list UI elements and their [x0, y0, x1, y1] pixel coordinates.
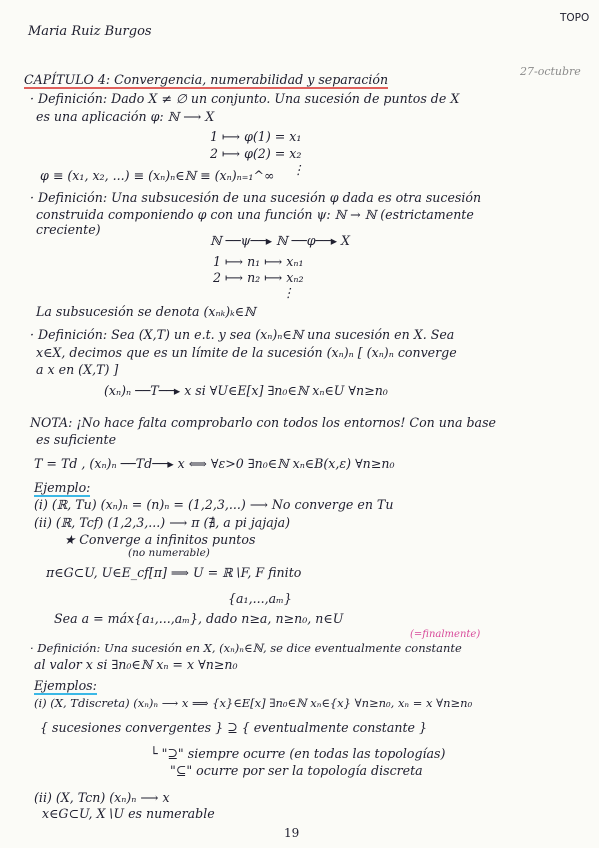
- example-ii: (ii) (ℝ, Tcf) (1,2,3,...) ⟶ π (∄, a pi jajaja): [34, 515, 291, 530]
- composition-dots: ⋮: [282, 285, 295, 300]
- examples-i: (i) (X, Tdiscreta) (xₙ)ₙ ⟶ x ⟹ {x}∈E[x] ∃n₀∈ℕ xₙ∈{x} ∀n≥n₀, xₙ = x ∀n≥n₀: [34, 696, 473, 710]
- side-note: (=finalmente): [410, 629, 481, 640]
- sequence-notation: φ ≡ (x₁, x₂, ...) ≡ (xₙ)ₙ∈ℕ ≡ (xₙ)ₙ₌₁^∞: [40, 168, 275, 183]
- author-name: Maria Ruiz Burgos: [28, 24, 152, 39]
- definition-eventually-constant-cont: al valor x si ∃n₀∈ℕ xₙ = x ∀n≥n₀: [34, 657, 238, 672]
- definition-sequence: · Definición: Dado X ≠ ∅ un conjunto. Una sucesión de puntos de X: [30, 91, 460, 106]
- definition-sequence-cont: es una aplicación φ: ℕ ⟶ X: [36, 109, 215, 124]
- chapter-title: CAPÍTULO 4: Convergencia, numerabilidad y separación: [24, 72, 389, 87]
- finite-set: {a₁,...,aₘ}: [228, 591, 292, 606]
- max-argument: Sea a = máx{a₁,...,aₘ}, dado n≥a, n≥n₀, n∈U: [54, 611, 344, 626]
- limit-condition: (xₙ)ₙ ──T──▸ x si ∀U∈E[x] ∃n₀∈ℕ xₙ∈U ∀n≥n₀: [104, 383, 388, 398]
- map-line-2: 2 ⟼ φ(2) = x₂: [210, 146, 302, 161]
- subject-tag: TOPO: [560, 12, 590, 24]
- composition-line-2: 2 ⟼ n₂ ⟼ xₙ₂: [213, 270, 304, 285]
- definition-eventually-constant: · Definición: Una sucesión en X, (xₙ)ₙ∈ℕ, se dice eventualmente constante: [30, 641, 462, 655]
- definition-limit: · Definición: Sea (X,T) un e.t. y sea (xₙ)ₙ∈ℕ una sucesión en X. Sea: [30, 327, 455, 342]
- definition-limit-cont: x∈X, decimos que es un límite de la sucesión (xₙ)ₙ [ (xₙ)ₙ converge: [36, 345, 457, 360]
- subsequence-notation: La subsucesión se denota (xₙₖ)ₖ∈ℕ: [36, 304, 256, 319]
- date-note: 27-octubre: [520, 65, 581, 78]
- not-countable: (no numerable): [128, 547, 210, 559]
- definition-limit-cont2: a x en (X,T) ]: [36, 362, 119, 377]
- definition-subsequence-cont: construida componiendo φ con una función ψ: ℕ → ℕ (estrictamente: [36, 207, 474, 222]
- examples-heading: Ejemplos:: [34, 678, 97, 693]
- map-line-1: 1 ⟼ φ(1) = x₁: [210, 129, 302, 144]
- metric-convergence: T = Td , (xₙ)ₙ ──Td──▸ x ⟺ ∀ε>0 ∃n₀∈ℕ xₙ∈B(x,ε) ∀n≥n₀: [34, 456, 395, 471]
- definition-subsequence: · Definición: Una subsucesión de una sucesión φ dada es otra sucesión: [30, 190, 482, 205]
- countable-complement: x∈G⊂U, X∖U es numerable: [42, 806, 215, 821]
- definition-subsequence-cont2: creciente): [36, 222, 101, 237]
- note-line: NOTA: ¡No hace falta comprobarlo con todos los entornos! Con una base: [30, 415, 496, 430]
- cofinite-neighborhood: π∈G⊂U, U∈E_cf[π] ⟹ U = ℝ∖F, F finito: [46, 565, 302, 580]
- note-line-cont: es suficiente: [36, 432, 117, 447]
- example-i: (i) (ℝ, Tu) (xₙ)ₙ = (n)ₙ = (1,2,3,...) ⟶ No converge en Tu: [34, 497, 394, 512]
- inclusion-always: └ "⊇" siempre ocurre (en todas las topologías): [150, 746, 446, 761]
- composition-line-1: 1 ⟼ n₁ ⟼ xₙ₁: [213, 254, 304, 269]
- page-number: 19: [284, 826, 300, 840]
- composition-diagram: ℕ ──ψ──▸ ℕ ──φ──▸ X: [210, 233, 350, 248]
- example-heading: Ejemplo:: [34, 480, 91, 495]
- examples-ii: (ii) (X, Tcn) (xₙ)ₙ ⟶ x: [34, 790, 170, 805]
- inclusion-discrete: "⊆" ocurre por ser la topología discreta: [170, 763, 423, 778]
- vertical-dots: ⋮: [292, 162, 305, 177]
- infinite-points: ★ Converge a infinitos puntos: [64, 532, 256, 547]
- set-inclusion: { sucesiones convergentes } ⊇ { eventualmente constante }: [40, 720, 428, 735]
